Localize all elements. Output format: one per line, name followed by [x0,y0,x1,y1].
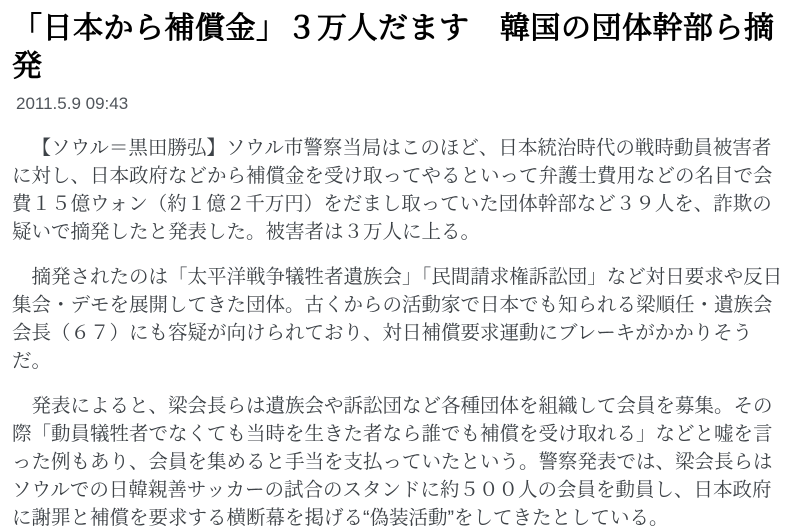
article-headline: 「日本から補償金」３万人だます 韓国の団体幹部ら摘発 [12,12,775,83]
article-paragraph-3: 発表によると、梁会長らは遺族会や訴訟団など各種団体を組織して会員を募集。その際「動員犠牲者でなくても当時を生きた者なら誰でも補償を受け取れる」などと嘘を言った例もあり、会員を集めると手当を支払っていたという。警察発表では、梁会長らはソウルでの日韓親善サッカーの試合のスタンドに約５００人の会員を動員し、日本政府に謝罪と補償を要求する横断幕を掲げる“偽装活動”をしてきたとしている。 [12,395,773,529]
article-timestamp: 2011.5.9 09:43 [16,94,129,113]
article-paragraph-2: 摘発されたのは「太平洋戦争犠牲者遺族会」「民間請求権訴訟団」など対日要求や反日集会・デモを展開してきた団体。古くからの活動家で日本でも知られる梁順任・遺族会会長（６７）にも容疑が向けられており、対日補償要求運動にブレーキがかかりそうだ。 [12,266,783,372]
article-paragraph-1: 【ソウル＝黒田勝弘】ソウル市警察当局はこのほど、日本統治時代の戦時動員被害者に対し、日本政府などから補償金を受け取ってやるといって弁護士費用などの名目で会費１５億ウォン（約１億２千万円）をだまし取っていた団体幹部など３９人を、詐欺の疑いで摘発したと発表した。被害者は３万人に上る。 [12,137,773,243]
